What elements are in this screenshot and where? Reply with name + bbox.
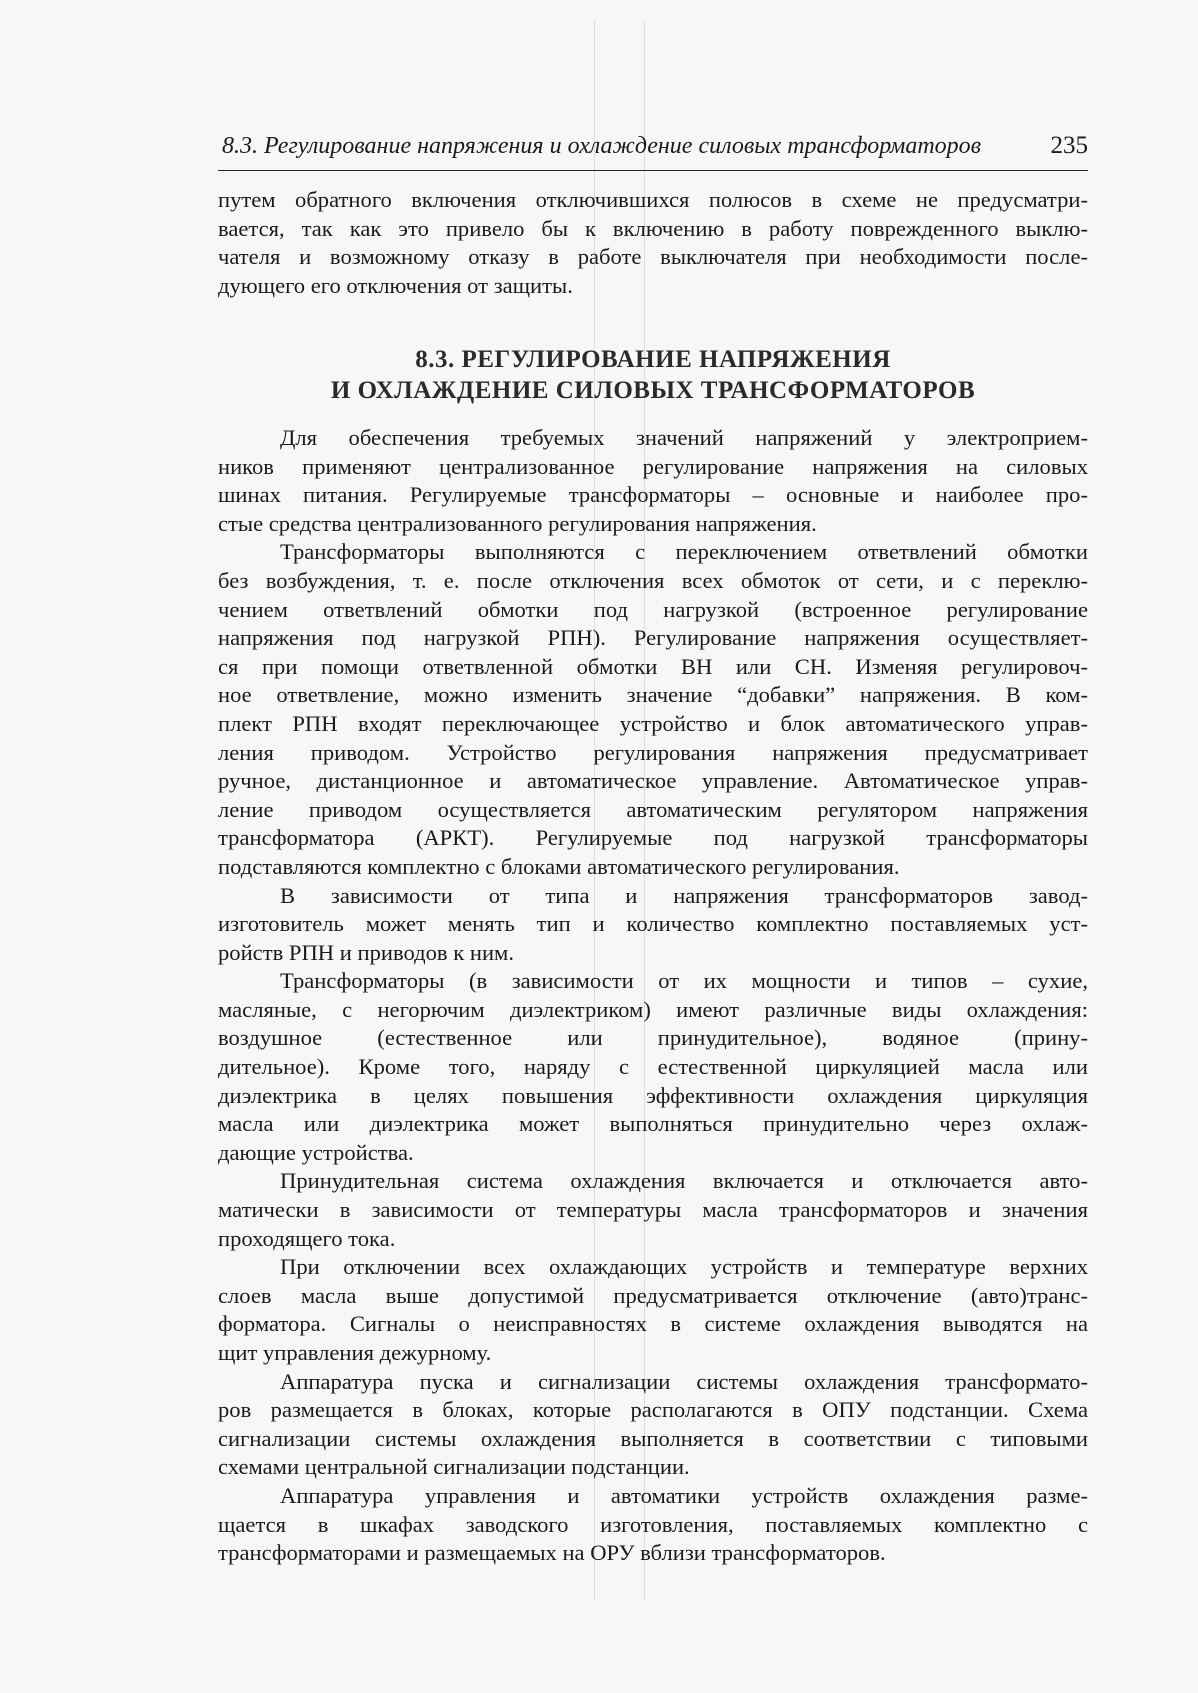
text-line: чением ответвлений обмотки под нагрузкой (встроенное регулирование: [218, 596, 1088, 622]
paragraph: [218, 967, 1088, 1167]
text-line: щается в шкафах заводского изготовления, поставляемых комплектно с: [218, 1511, 1088, 1537]
text-line: схемами центральной сигнализации подстанции.: [218, 1454, 690, 1480]
section-heading-line: И ОХЛАЖДЕНИЕ СИЛОВЫХ ТРАНСФОРМАТОРОВ: [330, 377, 976, 404]
text-line: В зависимости от типа и напряжения трансформаторов завод-: [280, 882, 1088, 908]
paragraph: [218, 1167, 1088, 1253]
text-line: ся при помощи ответвленной обмотки ВН или СН. Изменяя регулировоч-: [218, 653, 1088, 679]
text-line: ное ответвление, можно изменить значение “добавки” напряжения. В ком-: [218, 682, 1088, 708]
text-line: изготовитель может менять тип и количество комплектно поставляемых уст-: [218, 911, 1088, 937]
text-line: воздушное (естественное или принудительное), водяное (прину-: [218, 1025, 1088, 1051]
paragraph: [218, 1253, 1088, 1367]
section-heading: [218, 344, 1088, 406]
text-line: проходящего тока.: [218, 1225, 396, 1251]
text-line: масляные, с негорючим диэлектриком) имеют различные виды охлаждения:: [218, 996, 1088, 1022]
intro-paragraph: [218, 186, 1088, 300]
text-line: Для обеспечения требуемых значений напряжений у электроприем-: [280, 425, 1088, 450]
text-line: щит управления дежурному.: [218, 1340, 492, 1365]
text-line: дующего его отключения от защиты.: [218, 272, 573, 298]
running-header: [218, 130, 1088, 171]
paragraph: [218, 882, 1088, 968]
text-line: При отключении всех охлаждающих устройств и температуре верхних: [280, 1254, 1088, 1280]
text-line: шинах питания. Регулируемые трансформаторы – основные и наиболее про-: [218, 482, 1088, 508]
paragraph: [218, 1368, 1088, 1482]
text-line: стые средства централизованного регулирования напряжения.: [218, 510, 817, 536]
paragraph: [218, 1482, 1088, 1568]
text-line: масла или диэлектрика может выполняться принудительно через охлаж-: [218, 1111, 1088, 1137]
page-number: 235: [1050, 132, 1088, 159]
running-title: 8.3. Регулирование напряжения и охлаждение силовых трансформаторов: [222, 133, 982, 159]
text-line: ников применяют централизованное регулирование напряжения на силовых: [218, 453, 1088, 479]
text-line: диэлектрика в целях повышения эффективности охлаждения циркуляция: [218, 1082, 1088, 1108]
text-line: путем обратного включения отключившихся полюсов в схеме не предусматри-: [218, 187, 1088, 212]
text-line: ление приводом осуществляется автоматическим регулятором напряжения: [218, 796, 1088, 822]
text-line: трансформатора (АРКТ). Регулируемые под нагрузкой трансформаторы: [218, 825, 1088, 851]
text-line: ления приводом. Устройство регулирования напряжения предусматривает: [218, 739, 1088, 765]
text-line: ров размещается в блоках, которые располагаются в ОПУ подстанции. Схема: [218, 1397, 1088, 1423]
text-line: слоев масла выше допустимой предусматривается отключение (авто)транс-: [218, 1282, 1088, 1308]
text-line: Трансформаторы (в зависимости от их мощности и типов – сухие,: [280, 968, 1088, 994]
text-line: матически в зависимости от температуры масла трансформаторов и значения: [218, 1197, 1088, 1223]
text-line: плект РПН входят переключающее устройство и блок автоматического управ-: [218, 710, 1088, 736]
text-line: Трансформаторы выполняются с переключением ответвлений обмотки: [280, 539, 1088, 565]
text-line: чателя и возможному отказу в работе выключателя при необходимости после-: [218, 244, 1088, 270]
text-line: форматора. Сигналы о неисправностях в системе охлаждения выводятся на: [218, 1311, 1088, 1337]
text-line: без возбуждения, т. е. после отключения всех обмоток от сети, и с переклю-: [218, 567, 1088, 593]
paragraph: [218, 424, 1088, 538]
text-line: Принудительная система охлаждения включается и отключается авто-: [280, 1168, 1088, 1194]
text-line: вается, так как это привело бы к включению в работу поврежденного выклю-: [218, 215, 1088, 241]
text-line: ручное, дистанционное и автоматическое управление. Автоматическое управ-: [218, 768, 1088, 794]
section-body: [218, 424, 1088, 1568]
text-line: дительное). Кроме того, наряду с естественной циркуляцией масла или: [218, 1054, 1088, 1080]
text-line: Аппаратура пуска и сигнализации системы охлаждения трансформато-: [280, 1368, 1088, 1394]
paragraph: [218, 538, 1088, 881]
text-line: трансформаторами и размещаемых на ОРУ вблизи трансформаторов.: [218, 1540, 886, 1566]
text-line: Аппаратура управления и автоматики устройств охлаждения разме-: [280, 1482, 1088, 1508]
text-line: дающие устройства.: [218, 1139, 414, 1165]
text-line: ройств РПН и приводов к ним.: [218, 939, 514, 965]
section-heading-line: 8.3. РЕГУЛИРОВАНИЕ НАПРЯЖЕНИЯ: [415, 346, 891, 373]
text-line: напряжения под нагрузкой РПН). Регулирование напряжения осуществляет-: [218, 625, 1088, 651]
text-line: подставляются комплектно с блоками автоматического регулирования.: [218, 853, 900, 879]
text-line: сигнализации системы охлаждения выполняется в соответствии с типовыми: [218, 1425, 1088, 1451]
